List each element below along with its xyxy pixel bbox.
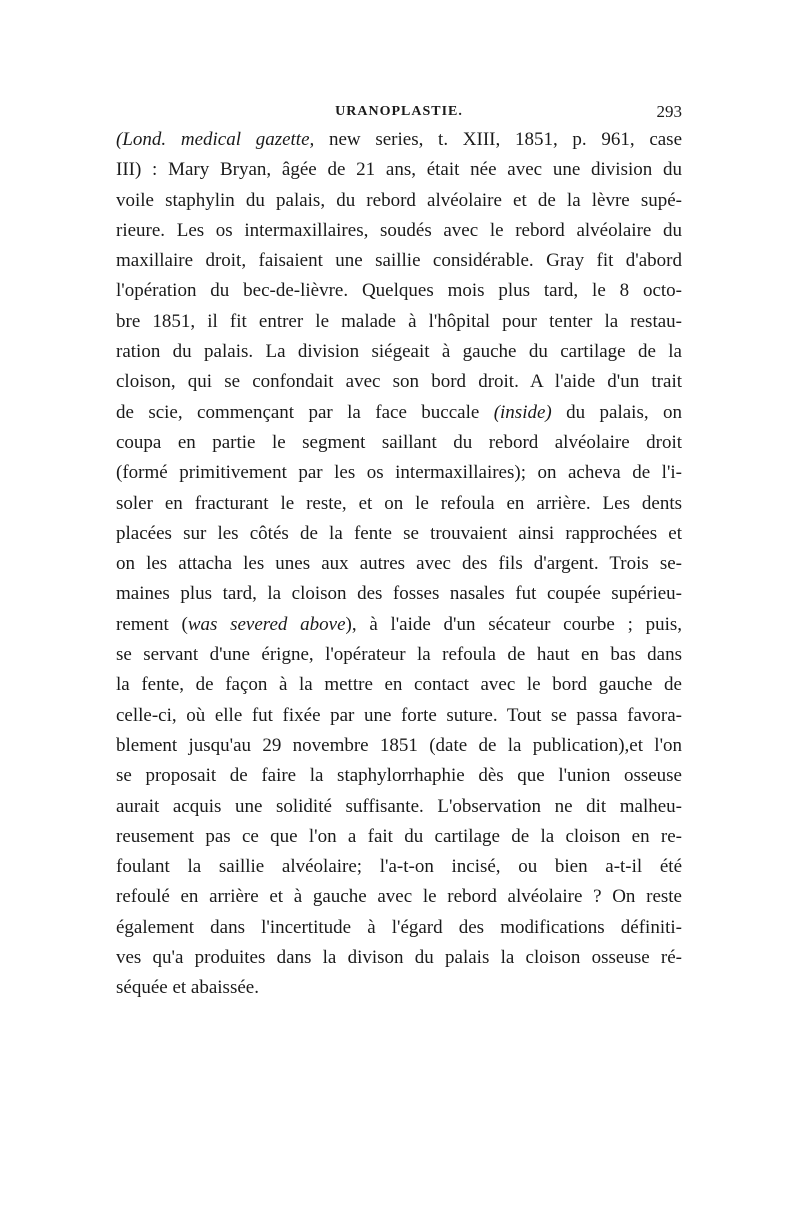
text-line: reusement pas ce que l'on a fait du cartilage de la cloison en re- bbox=[116, 825, 682, 847]
text-line: placées sur les côtés de la fente se trouvaient ainsi rapprochées et bbox=[116, 522, 682, 544]
text-line: ves qu'a produites dans la divison du palais la cloison osseuse ré- bbox=[116, 947, 682, 969]
text-line: maines plus tard, la cloison des fosses nasales fut coupée supérieu- bbox=[116, 583, 682, 605]
running-title: URANOPLASTIE. bbox=[335, 104, 463, 119]
text-segment: ), à l'aide d'un sécateur courbe ; puis, bbox=[345, 613, 682, 635]
text-segment: rement ( bbox=[116, 613, 188, 635]
text-segment: new series, t. XIII, 1851, p. 961, case bbox=[314, 129, 683, 150]
text-line bbox=[116, 610, 682, 640]
text-line: celle-ci, où elle fut fixée par une forte suture. Tout se passa favora- bbox=[116, 704, 682, 726]
text-line: la fente, de façon à la mettre en contact avec le bord gauche de bbox=[116, 674, 682, 696]
text-segment: du palais, on bbox=[551, 401, 682, 423]
text-line bbox=[116, 125, 682, 155]
page-number: 293 bbox=[656, 102, 682, 121]
text-line: III) : Mary Bryan, âgée de 21 ans, était née avec une division du bbox=[116, 159, 682, 181]
text-line: blement jusqu'au 29 novembre 1851 (date de la publication),et l'on bbox=[116, 734, 682, 756]
text-line: se proposait de faire la staphylorrhaphie dès que l'union osseuse bbox=[116, 765, 682, 787]
running-head bbox=[116, 101, 682, 123]
text-line: soler en fracturant le reste, et on le refoula en arrière. Les dents bbox=[116, 492, 682, 514]
text-line: cloison, qui se confondait avec son bord droit. A l'aide d'un trait bbox=[116, 371, 682, 393]
text-line: maxillaire droit, faisaient une saillie considérable. Gray fit d'abord bbox=[116, 250, 682, 272]
text-line: (formé primitivement par les os intermaxillaires); on acheva de l'i- bbox=[116, 462, 682, 484]
text-line: séquée et abaissée. bbox=[116, 977, 259, 999]
term-italic: was severed above bbox=[187, 613, 346, 635]
text-line: ration du palais. La division siégeait à gauche du cartilage de la bbox=[116, 341, 682, 363]
text-line: se servant d'une érigne, l'opérateur la refoula de haut en bas dans bbox=[116, 644, 682, 666]
text-segment: de scie, commençant par la face buccale bbox=[116, 401, 494, 423]
citation-italic: (Lond. medical gazette, bbox=[116, 129, 315, 150]
text-line: l'opération du bec-de-lièvre. Quelques mois plus tard, le 8 octo- bbox=[116, 280, 682, 302]
term-italic: (inside) bbox=[493, 401, 552, 423]
text-line: rieure. Les os intermaxillaires, soudés avec le rebord alvéolaire du bbox=[116, 219, 682, 241]
text-line: voile staphylin du palais, du rebord alvéolaire et de la lèvre supé- bbox=[116, 189, 682, 211]
text-line: aurait acquis une solidité suffisante. L'observation ne dit malheu- bbox=[116, 795, 682, 817]
text-line: refoulé en arrière et à gauche avec le rebord alvéolaire ? On reste bbox=[116, 886, 682, 908]
text-line: également dans l'incertitude à l'égard des modifications définiti- bbox=[116, 916, 682, 938]
text-line: coupa en partie le segment saillant du rebord alvéolaire droit bbox=[116, 431, 682, 453]
text-line: foulant la saillie alvéolaire; l'a-t-on incisé, ou bien a-t-il été bbox=[116, 856, 682, 878]
text-line: on les attacha les unes aux autres avec des fils d'argent. Trois se- bbox=[116, 553, 682, 575]
text-line: bre 1851, il fit entrer le malade à l'hôpital pour tenter la restau- bbox=[116, 310, 682, 332]
body-paragraph bbox=[116, 125, 682, 1004]
text-line bbox=[116, 398, 682, 428]
